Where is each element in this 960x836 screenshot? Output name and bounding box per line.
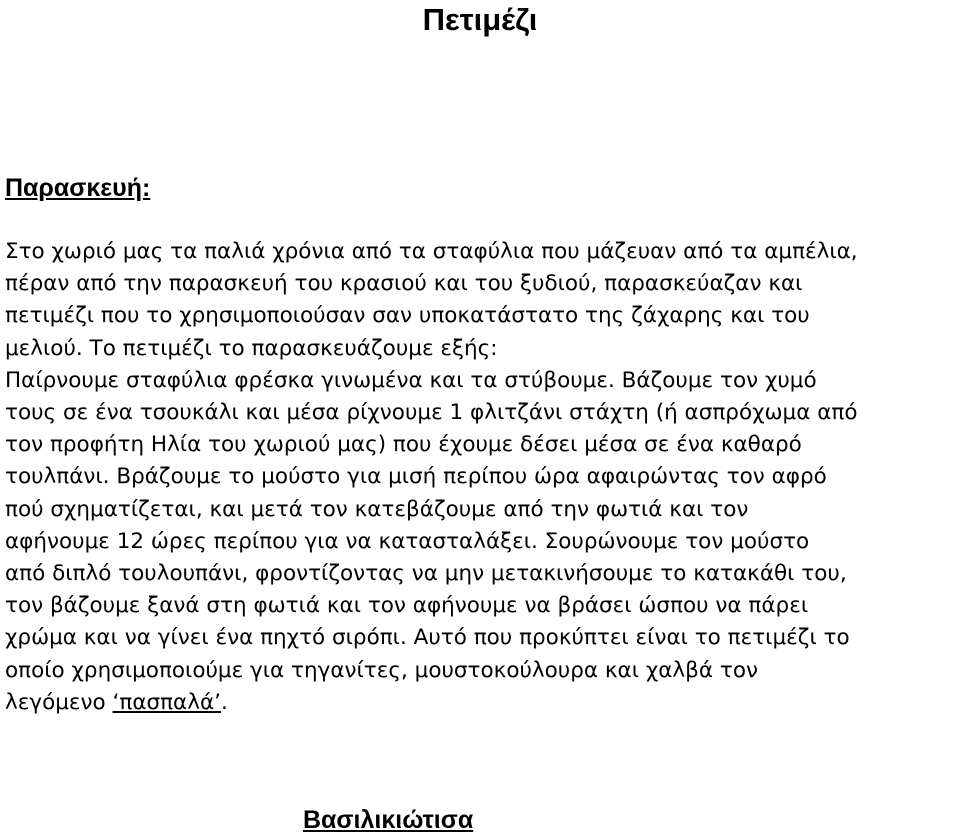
section-heading-preparation: Παρασκευή: [5,174,151,202]
body-line: τους σε ένα τσουκάλι και μέσα ρίχνουμε 1 φλιτζάνι στάχτη (ή ασπρόχωμα από [5,400,858,426]
body-line: τον βάζουμε ξανά στη φωτιά και τον αφήνουμε να βράσει ώσπου να πάρει [5,593,809,619]
last-line-prefix: λεγόμενο [5,689,113,715]
body-line: τουλπάνι. Βράζουμε το μούστο για μισή περίπου ώρα αφαιρώντας τον αφρό [5,464,827,490]
body-line: πετιμέζι που το χρησιμοποιούσαν σαν υποκατάστατο της ζάχαρης και του [5,303,810,329]
body-line: Στο χωριό μας τα παλιά χρόνια από τα σταφύλια που μάζευαν από τα αμπέλια, [5,239,858,264]
recipe-body [5,236,945,719]
page-title: Πετιμέζι [422,2,538,37]
body-line: οποίο χρησιμοποιούμε για τηγανίτες, μουστοκούλουρα και χαλβά τον [5,657,758,683]
last-line-suffix: . [220,689,228,715]
term-paspala: πασπαλά [119,689,215,715]
body-line: πέραν από την παρασκευή του κρασιού και του ξυδιού, παρασκεύαζαν και [5,271,803,297]
body-line: αφήνουμε 12 ώρες περίπου για να κατασταλάξει. Σουρώνουμε τον μούστο [5,528,810,554]
body-line: μελιού. Το πετιμέζι το παρασκευάζουμε εξής: [5,335,498,361]
quote-open: ‘ [112,689,120,715]
section-heading-next: Βασιλικιώτισα [303,806,474,834]
body-line: Παίρνουμε σταφύλια φρέσκα γινωμένα και τα στύβουμε. Βάζουμε τον χυμό [5,367,817,393]
quoted-term [113,690,221,715]
body-line-last [5,687,945,719]
body-line: από διπλό τουλουπάνι, φροντίζοντας να μην μετακινήσουμε το κατακάθι του, [5,561,847,587]
quote-close: ’ [214,689,221,715]
body-line: χρώμα και να γίνει ένα πηχτό σιρόπι. Αυτό που προκύπτει είναι το πετιμέζι το [5,625,850,651]
body-line: πού σχηματίζεται, και μετά τον κατεβάζουμε από την φωτιά και τον [5,496,749,522]
body-line: τον προφήτη Ηλία του χωριού μας) που έχουμε δέσει μέσα σε ένα καθαρό [5,432,802,458]
